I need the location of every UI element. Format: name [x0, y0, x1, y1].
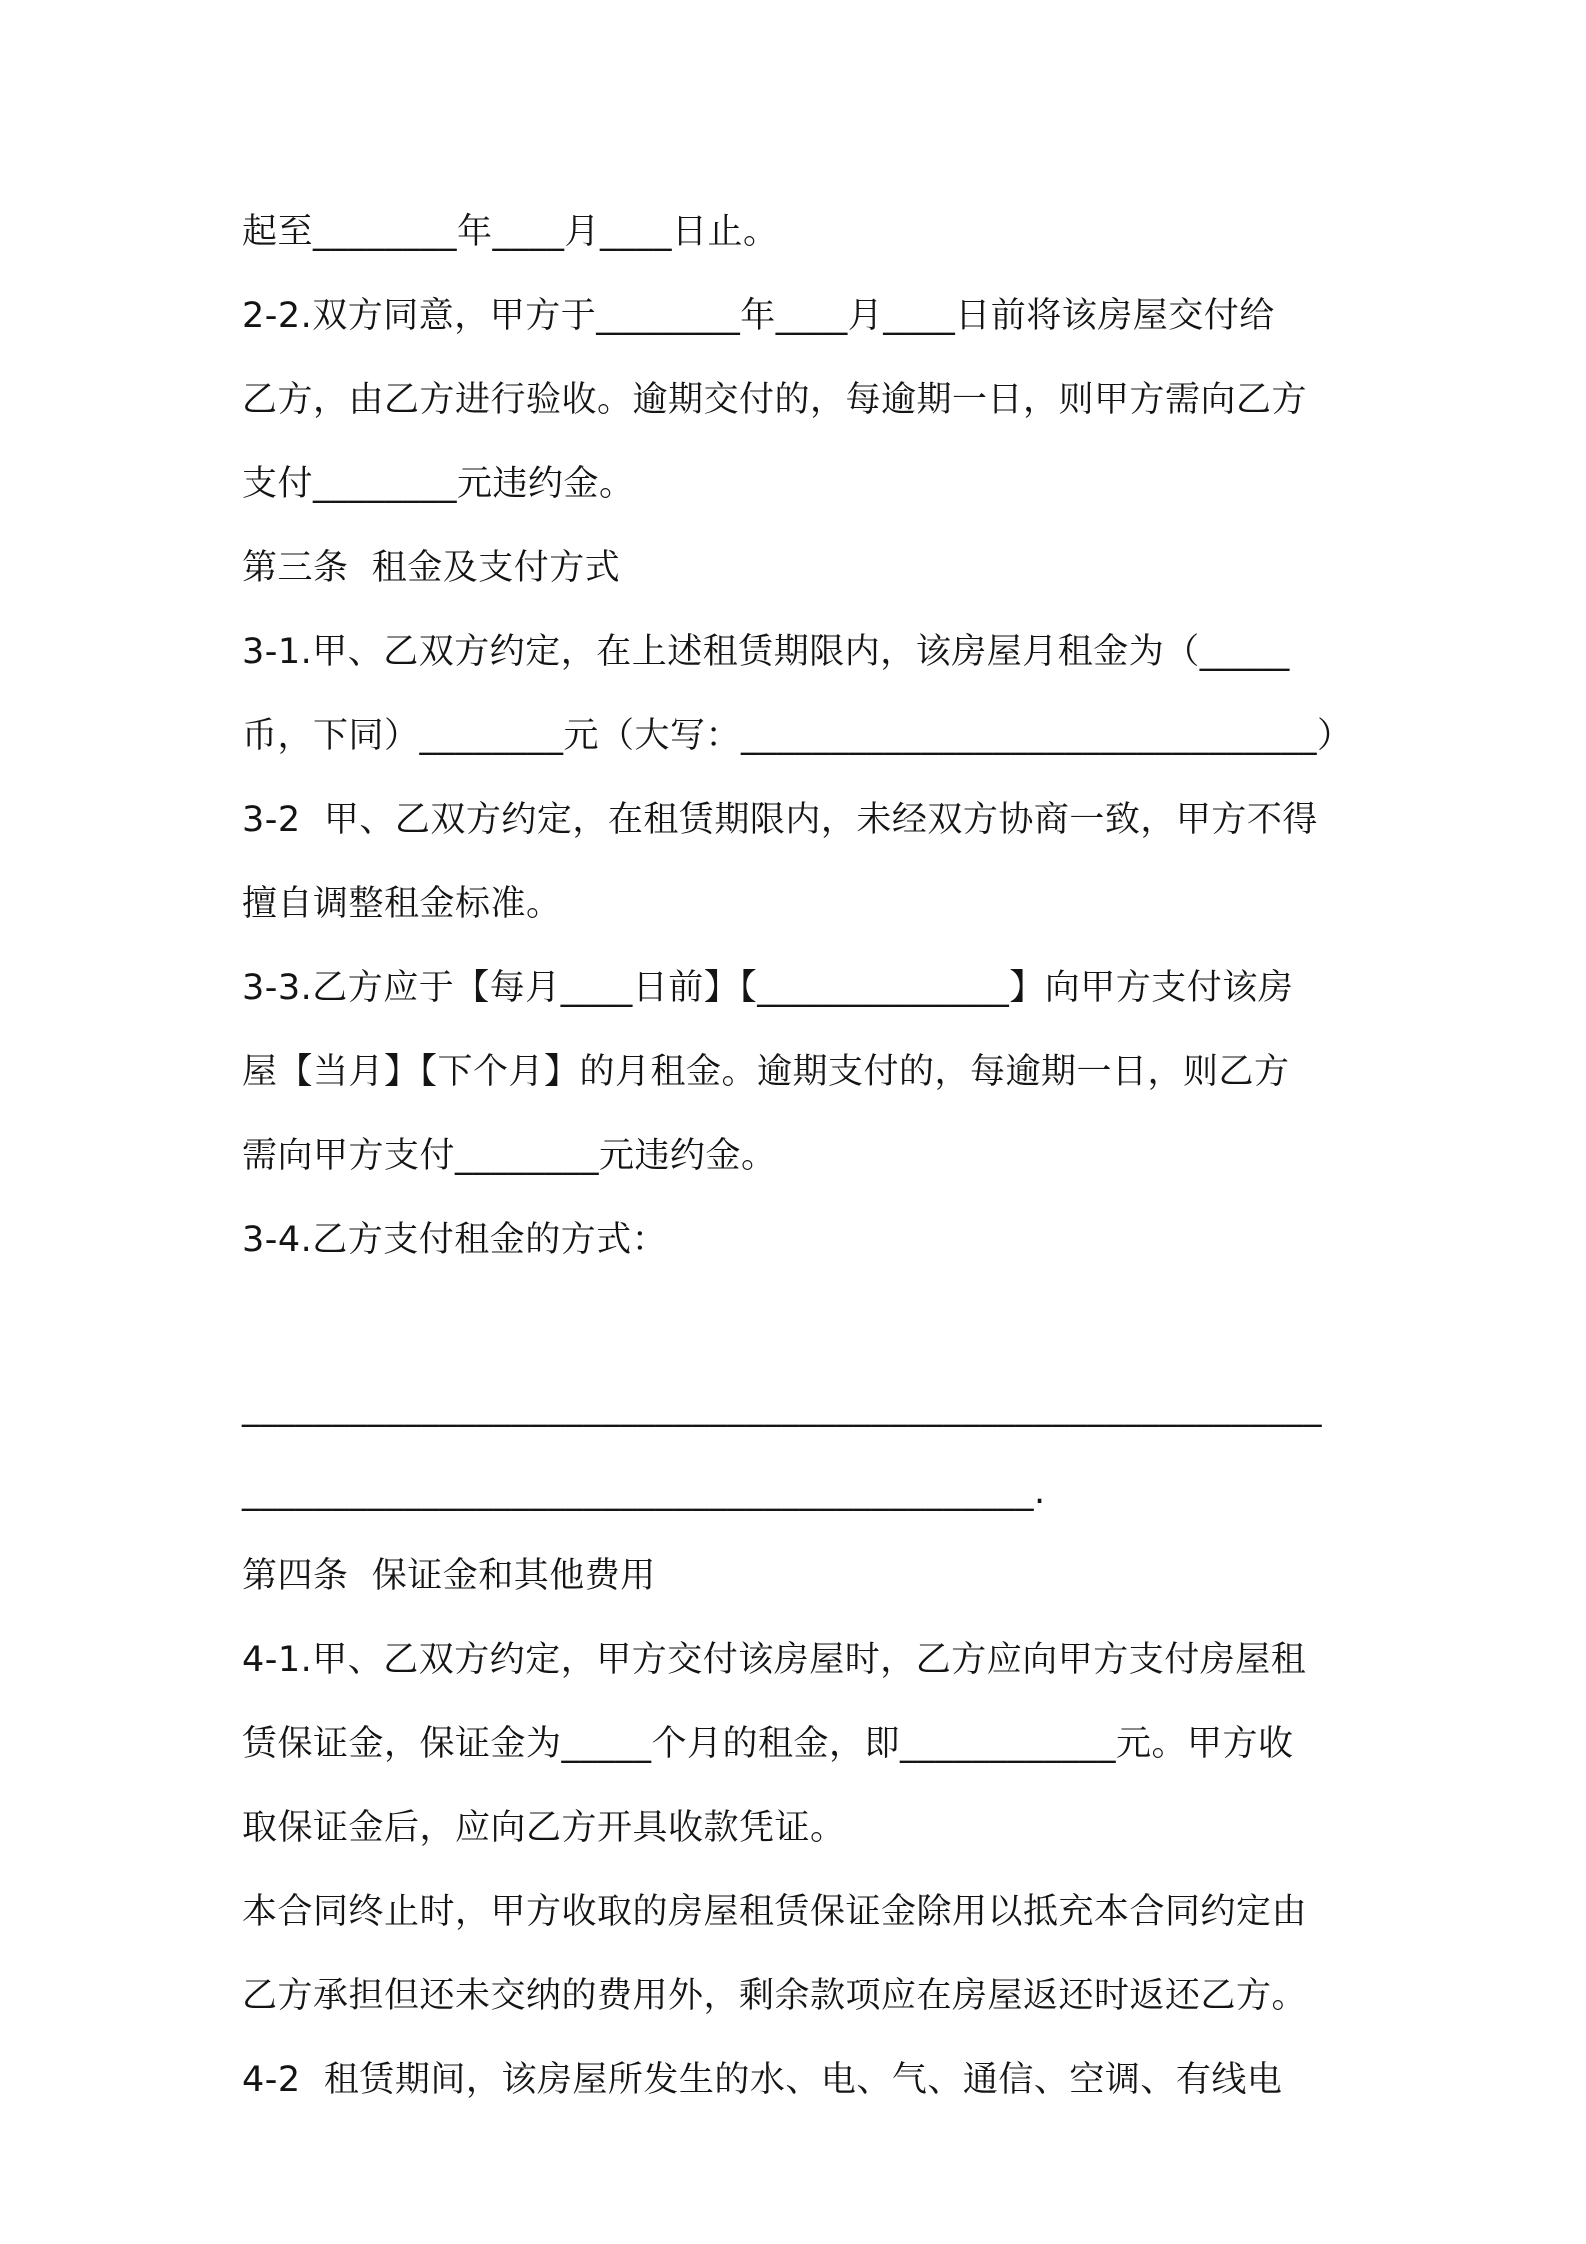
blank-fill-line-2: ____________________________________________. [242, 1472, 1046, 1512]
text-line-clause-4-1: 4-1.甲、乙双方约定，甲方交付该房屋时，乙方应向甲方支付房屋租 [242, 1640, 1307, 1680]
text-line-deposit-return: 本合同终止时，甲方收取的房屋租赁保证金除用以抵充本合同约定由 [242, 1892, 1308, 1932]
text-line-clause-3-2-cont: 擅自调整租金标准。 [242, 884, 562, 924]
blank-spacer [242, 1282, 1362, 1366]
text-line-clause-3-2: 3-2 甲、乙双方约定，在租赁期限内，未经双方协商一致，甲方不得 [242, 800, 1318, 840]
blank-fill-line-1: ____________________________________________________________ [242, 1388, 1322, 1428]
section-heading-article-3: 第三条 租金及支付方式 [242, 548, 621, 588]
text-line-deposit-return-cont: 乙方承担但还未交纳的费用外，剩余款项应在房屋返还时返还乙方。 [242, 1976, 1308, 2016]
text-line-clause-4-2: 4-2 租赁期间，该房屋所发生的水、电、气、通信、空调、有线电 [242, 2060, 1283, 2100]
text-line-term-end: 起至________年____月____日止。 [242, 212, 779, 252]
text-line-clause-3-1: 3-1.甲、乙双方约定，在上述租赁期限内，该房屋月租金为（_____ [242, 632, 1290, 672]
text-line-clause-4-1-cont: 赁保证金，保证金为_____个月的租金，即____________元。甲方收 [242, 1724, 1294, 1764]
text-line-clause-2-2: 2-2.双方同意，甲方于________年____月____日前将该房屋交付给 [242, 296, 1275, 336]
text-line-clause-3-4: 3-4.乙方支付租金的方式： [242, 1220, 668, 1260]
text-line-clause-4-1-receipt: 取保证金后，应向乙方开具收款凭证。 [242, 1808, 846, 1848]
contract-text-body [242, 190, 1362, 2122]
text-line-clause-3-3-cont: 屋【当月】【下个月】的月租金。逾期支付的，每逾期一日，则乙方 [242, 1052, 1290, 1092]
text-line-clause-3-3: 3-3.乙方应于【每月____日前】【______________】向甲方支付该房 [242, 968, 1294, 1008]
text-line-clause-3-1-cont: 币，下同）________元（大写：________________________________） [242, 716, 1353, 756]
section-heading-article-4: 第四条 保证金和其他费用 [242, 1556, 656, 1596]
text-line-clause-3-3-penalty: 需向甲方支付________元违约金。 [242, 1136, 777, 1176]
text-line-clause-2-2-cont: 乙方，由乙方进行验收。逾期交付的，每逾期一日，则甲方需向乙方 [242, 380, 1308, 420]
text-line-clause-2-2-penalty: 支付________元违约金。 [242, 464, 635, 504]
